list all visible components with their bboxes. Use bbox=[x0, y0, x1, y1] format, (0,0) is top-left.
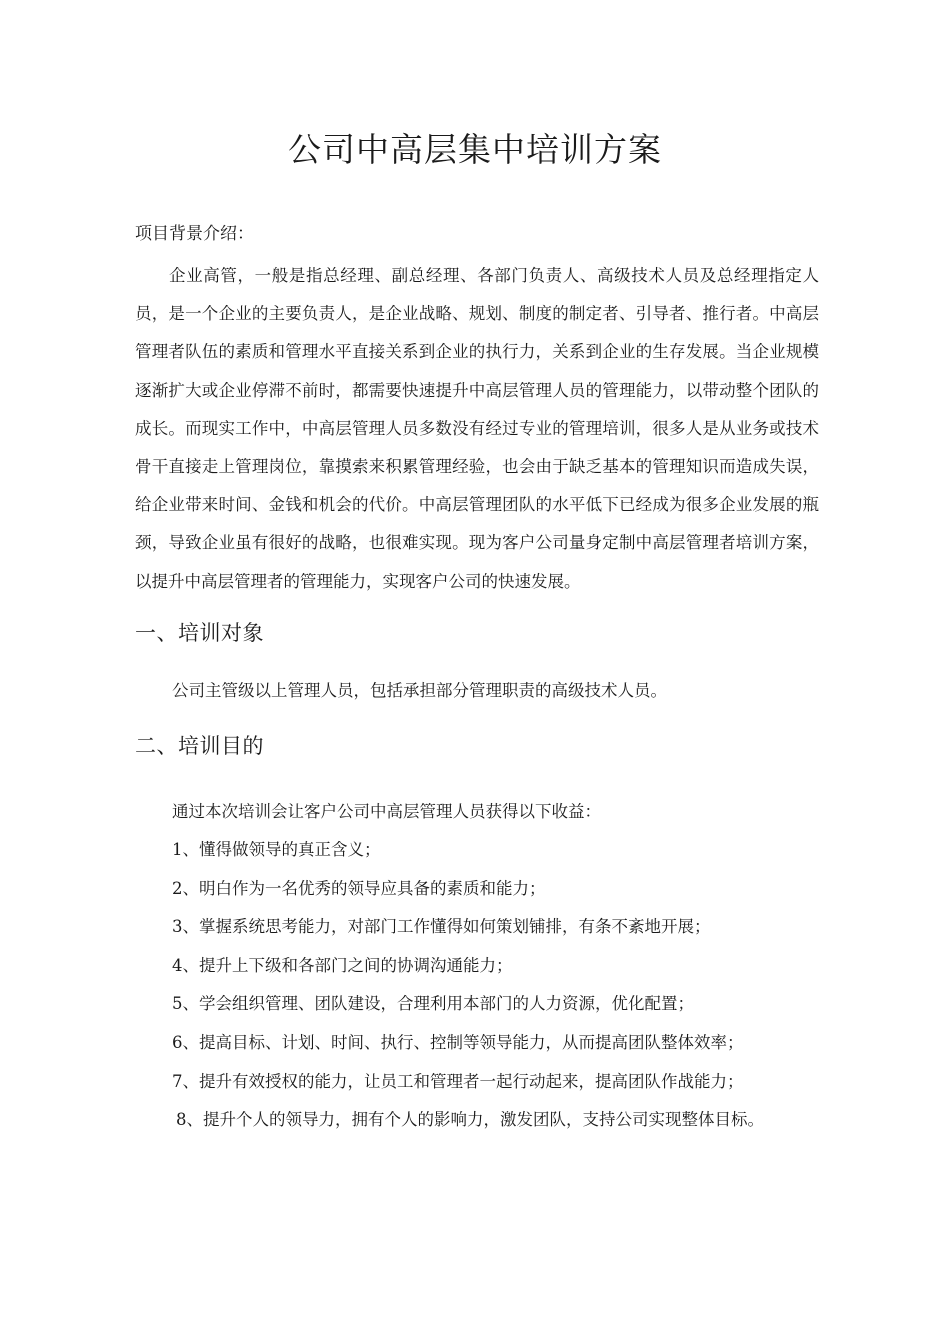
training-target-text: 公司主管级以上管理人员，包括承担部分管理职责的高级技术人员。 bbox=[172, 681, 667, 700]
document-title: 公司中高层集中培训方案 bbox=[288, 130, 662, 169]
list-item: 1、懂得做领导的真正含义； bbox=[172, 840, 381, 859]
list-item: 2、明白作为一名优秀的领导应具备的素质和能力； bbox=[172, 878, 546, 898]
training-purpose-list bbox=[172, 838, 764, 1147]
training-purpose-intro: 通过本次培训会让客户公司中高层管理人员获得以下收益： bbox=[172, 802, 601, 821]
background-paragraph: 企业高管，一般是指总经理、副总经理、各部门负责人、高级技术人员及总经理指定人员，是一个企业的主要负责人，是企业战略、规划、制度的制定者、引导者、推行者。中高层管理者队伍的素质和管理水平直接关系到企业的执行力，关系到企业的生存发展。当企业规模逐渐扩大或企业停滞不前时，都需要快速提升中高层管理人员的管理能力，以带动整个团队的成长。而现实工作中，中高层管理人员多数没有经过专业的管理培训，很多人是从业务或技术骨干直接走上管理岗位，靠摸索来积累管理经验，也会由于缺乏基本的管理知识而造成失误，给企业带来时间、金钱和机会的代价。中高层管理团队的水平低下已经成为很多企业发展的瓶颈，导致企业虽有很好的战略，也很难实现。现为客户公司量身定制中高层管理者培训方案，以提升中高层管理者的管理能力，实现客户公司的快速发展。 bbox=[135, 266, 819, 591]
list-item: 4、提升上下级和各部门之间的协调沟通能力； bbox=[172, 955, 513, 975]
background-label: 项目背景介绍： bbox=[135, 224, 254, 244]
list-item: 7、提升有效授权的能力，让员工和管理者一起行动起来，提高团队作战能力； bbox=[172, 1071, 744, 1091]
list-item: 8、提升个人的领导力，拥有个人的影响力，激发团队，支持公司实现整体目标。 bbox=[176, 1110, 764, 1130]
section-heading-training-target: 一、培训对象 bbox=[135, 621, 264, 645]
list-item: 6、提高目标、计划、时间、执行、控制等领导能力，从而提高团队整体效率； bbox=[172, 1032, 744, 1052]
list-item: 5、学会组织管理、团队建设，合理利用本部门的人力资源，优化配置； bbox=[172, 994, 694, 1014]
section-heading-training-purpose: 二、培训目的 bbox=[135, 734, 264, 758]
list-item: 3、掌握系统思考能力，对部门工作懂得如何策划铺排，有条不紊地开展； bbox=[172, 917, 711, 937]
